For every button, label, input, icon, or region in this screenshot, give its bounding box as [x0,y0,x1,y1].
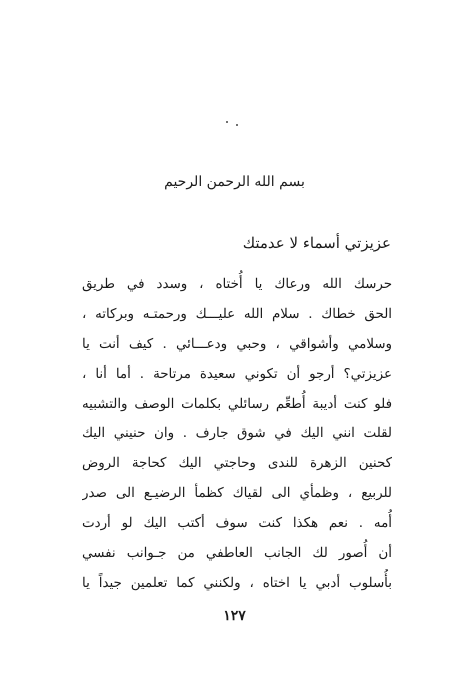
body-line: بأُسلوب أدبي يا اختاه ، ولكنني كما تعلمين جيداً يا [82,575,392,591]
basmala-heading: بسم الله الرحمن الرحيم [164,174,305,190]
body-line: أُمه . نعم هكذا كنت سوف أكتب اليك لو أردت [82,516,392,532]
page-speck [236,124,238,126]
body-line: كحنين الزهرة للندى وحاجتي اليك كحاجة الروض [82,456,392,472]
page-number: ١٢٧ [223,608,246,624]
body-line: أن أُصور لك الجانب العاطفي من جـوانب نفسي [82,546,392,562]
letter-body [82,270,392,599]
body-line: عزيزتي؟ أرجو أن تكوني سعيدة مرتاحة . أما أنا ، [82,366,392,382]
body-line: لقلت انني اليك في شوق جارف . وان حنيني اليك [82,426,392,442]
body-line: حرسك الله ورعاك يا أُختاه ، وسدد في طريق [82,277,392,292]
body-line: فلو كنت أديبة أُطعِّم رسائلي بكلمات الوصف والتشبيه [82,396,392,412]
body-line: للربيع ، وظمأي الى لقياك كظمأ الرضيـع الى صدر [82,486,392,502]
body-line: وسلامي وأشواقي ، وحبي ودعـــائي . كيف أنت يا [82,336,392,352]
letter-salutation: عزيزتي أسماء لا عدمتك [242,234,391,252]
page-speck [226,121,228,123]
body-line: الحق خطاك . سلام الله عليـــك ورحمتـه وبركاته ، [82,306,392,322]
